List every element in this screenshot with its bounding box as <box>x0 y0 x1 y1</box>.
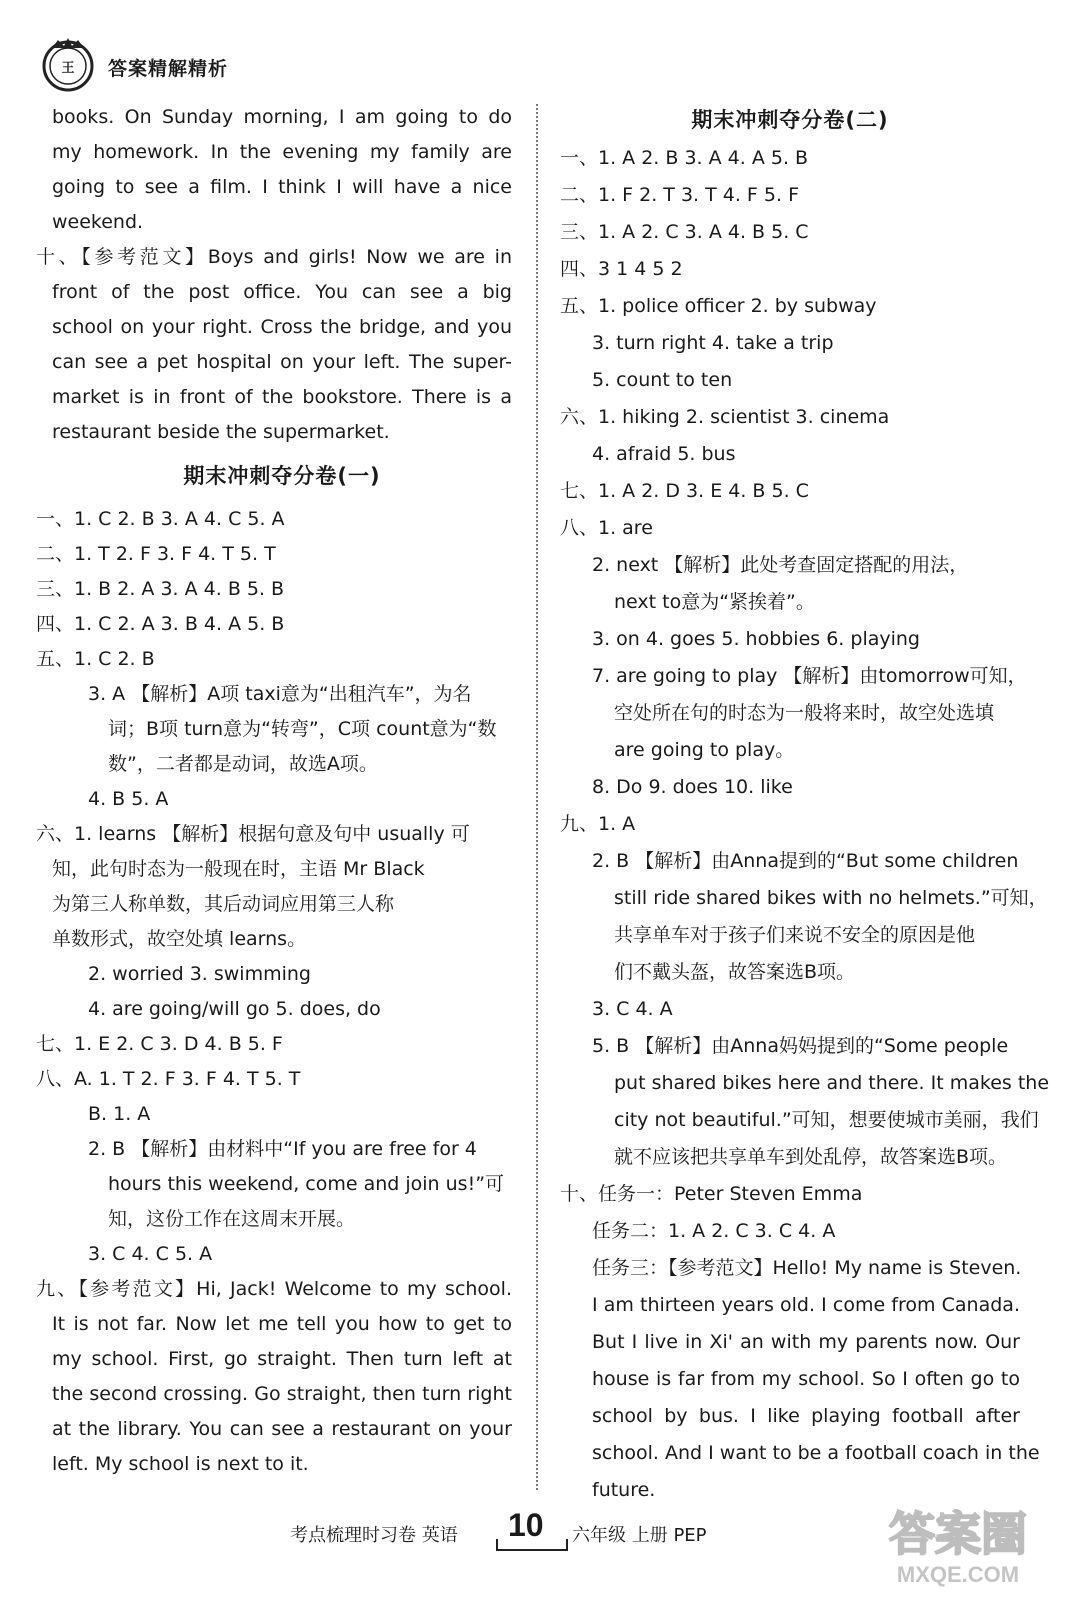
answer-line: 4. B 5. A <box>88 788 169 810</box>
watermark-text-2: MXQE.COM <box>896 1562 1020 1587</box>
answer-line: future. <box>592 1479 656 1501</box>
answer-line: school. And I want to be a football coach in the <box>592 1442 1040 1464</box>
answer-line: next to意为“紧挨着”。 <box>614 591 815 613</box>
footer-grade: 六年级 上册 PEP <box>572 1525 707 1546</box>
answer-line: 4. are going/will go 5. does, do <box>88 998 381 1020</box>
brand-title: 答案精解精析 <box>108 58 229 80</box>
answer-line: 数”，二者都是动词，故选A项。 <box>108 753 378 775</box>
answer-line: 六、1. learns 【解析】根据句意及句中 usually 可 <box>36 823 470 845</box>
answer-line: 九、【参考范文】Hi, Jack! Welcome to my school. <box>36 1278 512 1300</box>
answer-line: B. 1. A <box>88 1103 151 1125</box>
watermark-text-1: 答案圈 <box>889 1507 1027 1561</box>
answer-line: 四、3 1 4 5 2 <box>560 258 683 280</box>
answer-line: 4. afraid 5. bus <box>592 443 736 465</box>
answer-line: 5. B 【解析】由Anna妈妈提到的“Some people <box>592 1035 1009 1057</box>
text-line: front of the post office. You can see a big <box>52 281 512 303</box>
answer-line: I am thirteen years old. I come from Canada. <box>592 1294 1020 1316</box>
answer-line: 单数形式，故空处填 learns。 <box>52 928 307 950</box>
footer-book-title: 考点梳理时习卷 英语 <box>290 1525 458 1546</box>
answer-line: 3. C 4. A <box>592 998 673 1020</box>
answer-line: 空处所在句的时态为一般将来时，故空处选填 <box>614 702 995 724</box>
answer-line: 7. are going to play 【解析】由tomorrow可知， <box>592 665 1027 687</box>
answer-line: 十、任务一：Peter Steven Emma <box>560 1183 863 1205</box>
answer-line: 共享单车对于孩子们来说不安全的原因是他 <box>614 924 976 946</box>
text-line: market is in front of the bookstore. There is a <box>52 386 512 408</box>
answer-line: 九、1. A <box>560 813 636 835</box>
column-divider <box>536 104 538 1490</box>
answer-line: But I live in Xi' an with my parents now. Our <box>592 1331 1020 1353</box>
answer-line: 8. Do 9. does 10. like <box>592 776 793 798</box>
text-line: 十、【参考范文】Boys and girls! Now we are in <box>36 246 512 268</box>
answer-line: 2. B 【解析】由Anna提到的“But some children <box>592 850 1019 872</box>
answer-line: 5. count to ten <box>592 369 733 391</box>
right-column <box>560 100 1050 1509</box>
answer-line: 知，这份工作在这周末开展。 <box>108 1208 356 1230</box>
answer-line: 八、A. 1. T 2. F 3. F 4. T 5. T <box>36 1068 301 1090</box>
answer-line: city not beautiful.”可知，想要使城市美丽，我们 <box>614 1109 1039 1131</box>
watermark-logo <box>862 1490 1052 1590</box>
answer-line: 词；B项 turn意为“转弯”，C项 count意为“数 <box>108 718 497 740</box>
page-number-bracket <box>496 1539 568 1551</box>
answer-line: 八、1. are <box>560 517 653 539</box>
page-number: 10 <box>508 1507 544 1543</box>
publisher-logo-icon <box>40 36 96 92</box>
svg-text:王: 王 <box>61 61 75 76</box>
answer-line: 2. B 【解析】由材料中“If you are free for 4 <box>88 1138 477 1160</box>
answer-line: my school. First, go straight. Then turn left at <box>52 1348 512 1370</box>
answer-line: 七、1. E 2. C 3. D 4. B 5. F <box>36 1033 283 1055</box>
answer-line: 为第三人称单数，其后动词应用第三人称 <box>52 893 395 915</box>
answer-line: 二、1. F 2. T 3. T 4. F 5. F <box>560 184 799 206</box>
answer-line: 六、1. hiking 2. scientist 3. cinema <box>560 406 890 428</box>
watermark-icon <box>862 1490 1052 1590</box>
answer-line: 3. turn right 4. take a trip <box>592 332 834 354</box>
answer-line: 七、1. A 2. D 3. E 4. B 5. C <box>560 480 809 502</box>
text-line: going to see a film. I think I will have a nice <box>52 176 512 198</box>
text-line: restaurant beside the supermarket. <box>52 421 390 443</box>
answer-line: 任务二：1. A 2. C 3. C 4. A <box>592 1220 836 1242</box>
answer-line: 3. A 【解析】A项 taxi意为“出租汽车”，为名 <box>88 683 472 705</box>
answer-line: the second crossing. Go straight, then turn right <box>52 1383 512 1405</box>
text-line: can see a pet hospital on your left. The super- <box>52 351 512 373</box>
answer-line: 3. on 4. goes 5. hobbies 6. playing <box>592 628 920 650</box>
answer-line: 四、1. C 2. A 3. B 4. A 5. B <box>36 613 285 635</box>
answer-line: 五、1. police officer 2. by subway <box>560 295 877 317</box>
page-header <box>40 32 340 92</box>
answer-line: put shared bikes here and there. It makes the <box>614 1072 1050 1094</box>
answer-line: hours this weekend, come and join us!”可 <box>108 1173 505 1195</box>
answer-line: 二、1. T 2. F 3. F 4. T 5. T <box>36 543 276 565</box>
answer-line: 2. next 【解析】此处考查固定搭配的用法， <box>592 554 969 576</box>
answer-line: 们不戴头盔，故答案选B项。 <box>614 961 856 983</box>
answer-line: 三、1. A 2. C 3. A 4. B 5. C <box>560 221 809 243</box>
text-line: my homework. In the evening my family are <box>52 141 512 163</box>
answer-line: at the library. You can see a restaurant on your <box>52 1418 512 1440</box>
answer-line: 知，此句时态为一般现在时，主语 Mr Black <box>52 858 425 880</box>
answer-line: 3. C 4. C 5. A <box>88 1243 213 1265</box>
text-line: weekend. <box>52 211 144 233</box>
section-title: 期末冲刺夺分卷(二) <box>691 108 889 132</box>
answer-line: are going to play。 <box>614 739 795 761</box>
text-line: school on your right. Cross the bridge, and you <box>52 316 512 338</box>
answer-line: school by bus. I like playing football after <box>592 1405 1020 1427</box>
text-line: books. On Sunday morning, I am going to do <box>52 106 512 128</box>
left-column <box>36 100 512 1482</box>
answer-line: still ride shared bikes with no helmets.”可知， <box>614 887 1048 909</box>
answer-line: left. My school is next to it. <box>52 1453 309 1475</box>
answer-line: It is not far. Now let me tell you how to get to <box>52 1313 512 1335</box>
answer-line: 任务三：【参考范文】Hello! My name is Steven. <box>592 1257 1022 1279</box>
section-title: 期末冲刺夺分卷(一) <box>183 464 381 488</box>
answer-line: house is far from my school. So I often go to <box>592 1368 1020 1390</box>
answer-line: 一、1. A 2. B 3. A 4. A 5. B <box>560 147 809 169</box>
answer-line: 2. worried 3. swimming <box>88 963 311 985</box>
answer-line: 五、1. C 2. B <box>36 648 155 670</box>
answer-line: 三、1. B 2. A 3. A 4. B 5. B <box>36 578 285 600</box>
answer-line: 就不应该把共享单车到处乱停，故答案选B项。 <box>614 1146 1008 1168</box>
answer-line: 一、1. C 2. B 3. A 4. C 5. A <box>36 508 285 530</box>
